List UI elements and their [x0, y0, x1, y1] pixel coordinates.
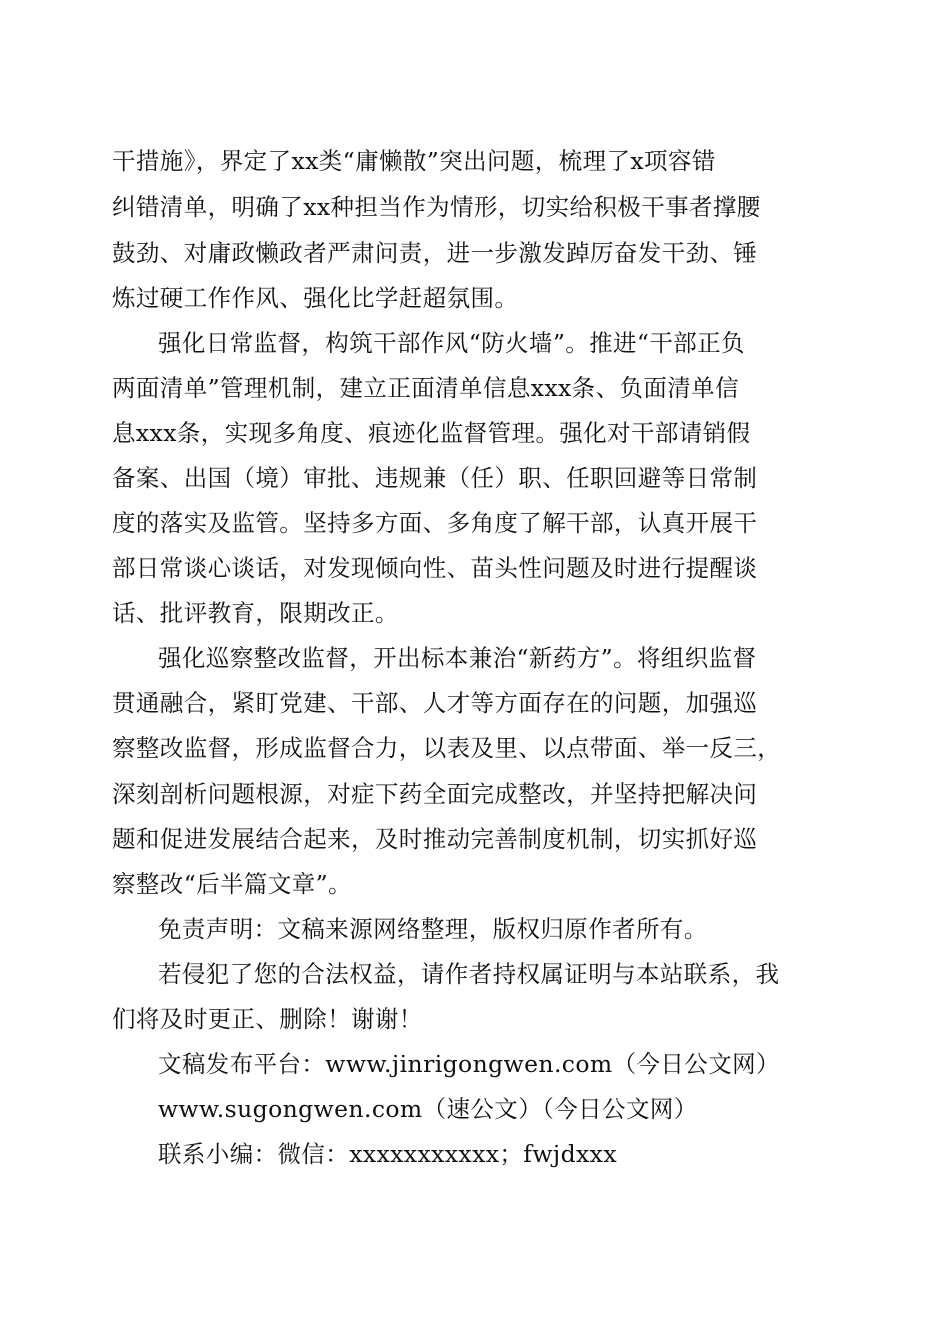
text-line: 深刻剖析问题根源，对症下药全面完成整改，并坚持把解决问 [112, 780, 758, 808]
text-line: 部日常谈心谈话，对发现倾向性、苗头性问题及时进行提醒谈 [112, 554, 758, 582]
contact-text: 联系小编：微信：xxxxxxxxxxx；fwjdxxx [158, 1140, 617, 1168]
text-line: 纠错清单，明确了xx种担当作为情形，切实给积极干事者撑腰 [112, 193, 761, 221]
paragraph-heading-line: 强化巡察整改监督，开出标本兼治“新药方”。将组织监督 [158, 644, 757, 672]
text-line: 察整改监督，形成监督合力，以表及里、以点带面、举一反三， [112, 734, 782, 762]
disclaimer-text: 免责声明：文稿来源网络整理，版权归原作者所有。 [158, 915, 708, 943]
text-line: 干措施》，界定了xx类“庸懒散”突出问题，梳理了x项容错 [112, 147, 716, 175]
platform-text: 文稿发布平台：www.jinrigongwen.com（今日公文网） [158, 1050, 780, 1078]
text-line: 两面清单”管理机制，建立正面清单信息xxx条、负面清单信 [112, 374, 739, 402]
text-line: 度的落实及监管。坚持多方面、多角度了解干部，认真开展干 [112, 509, 758, 537]
infringement-text: 们将及时更正、删除！谢谢！ [112, 1005, 423, 1033]
text-line: 备案、出国（境）审批、违规兼（任）职、任职回避等日常制 [112, 464, 758, 492]
text-line: 炼过硬工作作风、强化比学赶超氛围。 [112, 284, 519, 312]
text-line: 贯通融合，紧盯党建、干部、人才等方面存在的问题，加强巡 [112, 689, 758, 717]
text-line: 话、批评教育，限期改正。 [112, 599, 399, 627]
text-line: 题和促进发展结合起来，及时推动完善制度机制，切实抓好巡 [112, 825, 758, 853]
paragraph-heading-line: 强化日常监督，构筑干部作风“防火墙”。推进“干部正负 [158, 329, 745, 357]
infringement-text: 若侵犯了您的合法权益，请作者持权属证明与本站联系，我 [158, 960, 780, 988]
text-line: 鼓劲、对庸政懒政者严肃问责，进一步激发踔厉奋发干劲、锤 [112, 239, 758, 267]
text-line: 察整改“后半篇文章”。 [112, 870, 352, 898]
text-line: 息xxx条，实现多角度、痕迹化监督管理。强化对干部请销假 [112, 419, 751, 447]
site-alt-text: www.sugongwen.com（速公文）（今日公文网） [158, 1095, 698, 1123]
